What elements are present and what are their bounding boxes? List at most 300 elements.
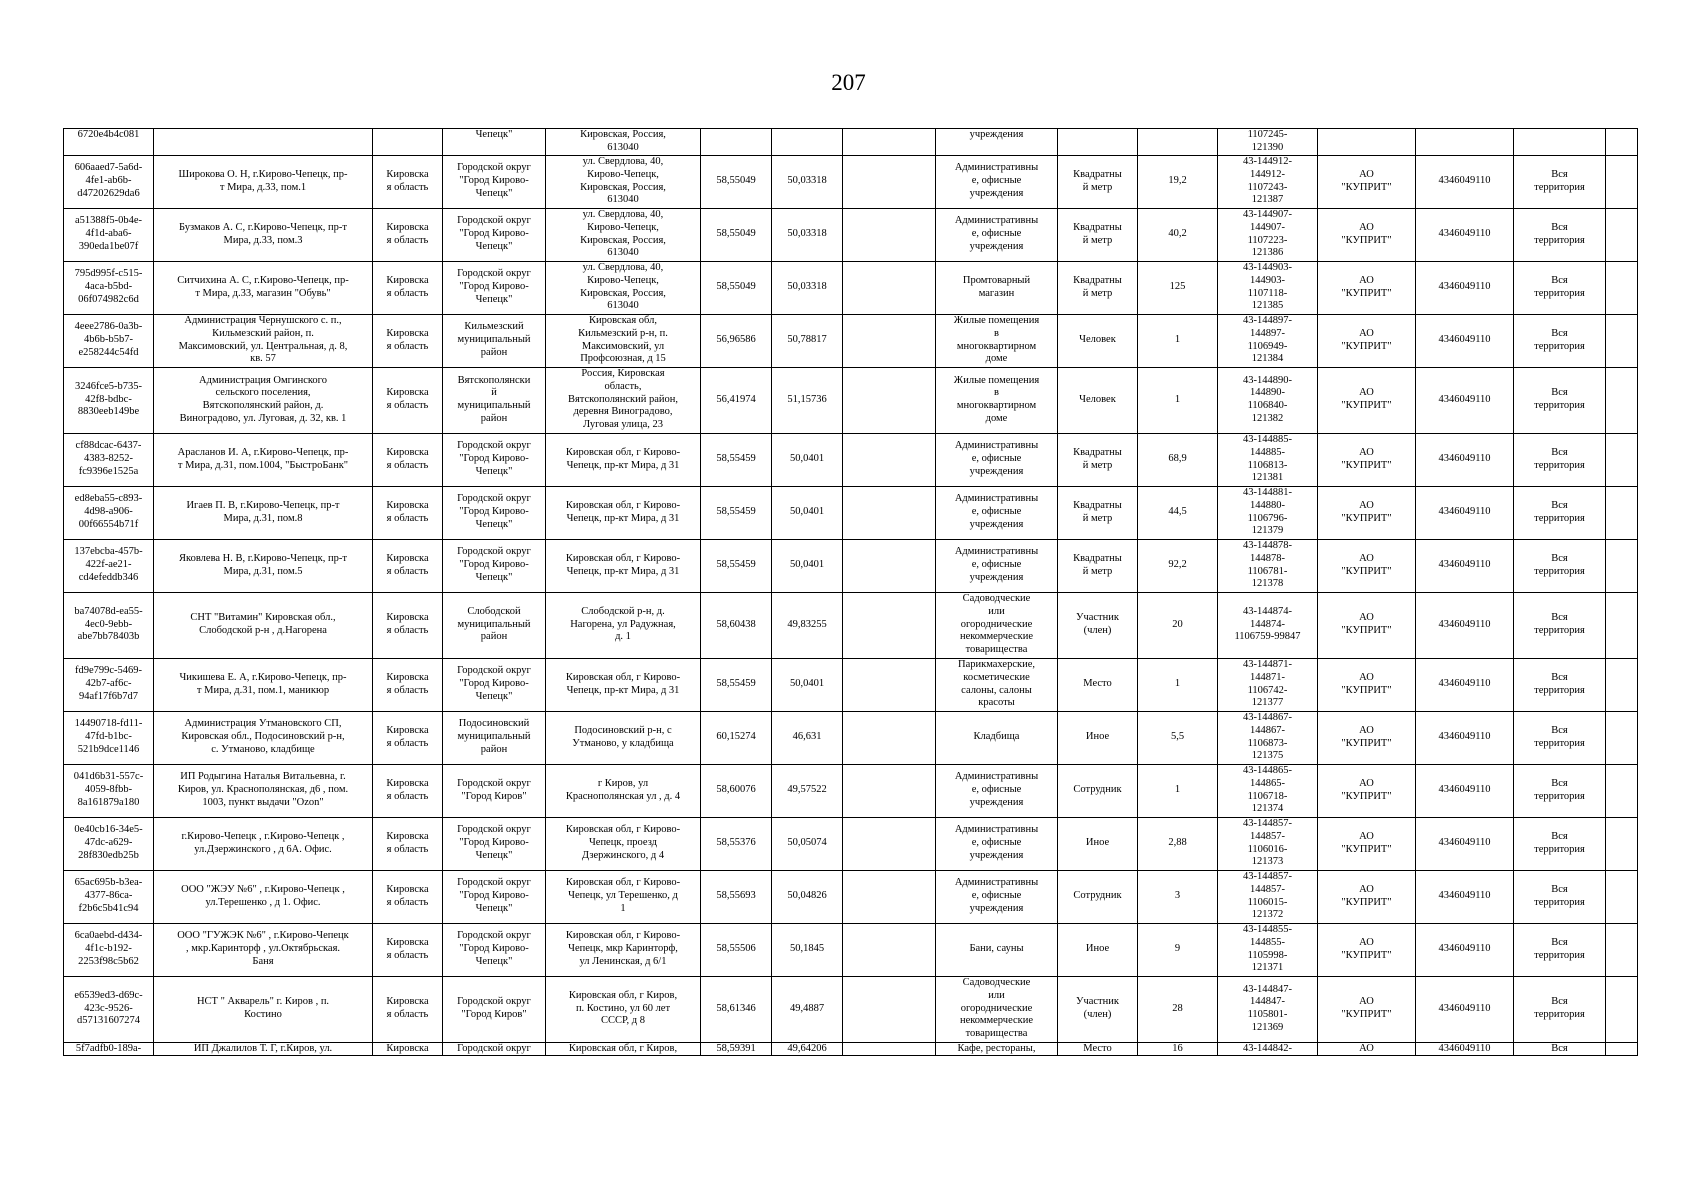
cell-quantity: 9: [1138, 923, 1218, 976]
cell-longitude: 50,03318: [772, 261, 843, 314]
table-row: [64, 1042, 1638, 1056]
cell-latitude: 58,59391: [701, 1042, 772, 1056]
cell-address: Кировская обл, г Кирово- Чепецк, пр-кт Мира, д 31: [546, 433, 701, 486]
cell-registry-number: 43-144897- 144897- 1106949- 121384: [1218, 314, 1318, 367]
cell-unit: Квадратны й метр: [1058, 433, 1138, 486]
cell-empty-column: [843, 870, 936, 923]
cell-latitude: 60,15274: [701, 711, 772, 764]
cell-quantity: 92,2: [1138, 539, 1218, 592]
cell-empty-column: [843, 592, 936, 658]
cell-inn: 4346049110: [1416, 923, 1514, 976]
cell-id: 4eee2786-0a3b- 4b6b-b5b7- e258244c54fd: [64, 314, 154, 367]
cell-longitude: 49,4887: [772, 976, 843, 1042]
cell-territory: Вся территория: [1514, 976, 1606, 1042]
cell-quantity: 1: [1138, 764, 1218, 817]
cell-longitude: 46,631: [772, 711, 843, 764]
cell-registry-number: 43-144847- 144847- 1105801- 121369: [1218, 976, 1318, 1042]
cell-quantity: 44,5: [1138, 486, 1218, 539]
cell-longitude: 49,83255: [772, 592, 843, 658]
cell-latitude: [701, 129, 772, 156]
cell-unit: Иное: [1058, 923, 1138, 976]
cell-empty-column: [843, 314, 936, 367]
cell-spacer: [1606, 261, 1638, 314]
cell-longitude: 50,04826: [772, 870, 843, 923]
cell-municipality: Городской округ "Город Кирово- Чепецк": [443, 817, 546, 870]
cell-inn: 4346049110: [1416, 155, 1514, 208]
cell-name-address: Бузмаков А. С, г.Кирово-Чепецк, пр-т Мира, д.33, пом.3: [154, 208, 373, 261]
cell-longitude: 50,1845: [772, 923, 843, 976]
cell-category: Административны е, офисные учреждения: [936, 155, 1058, 208]
cell-address: Кировская, Россия, 613040: [546, 129, 701, 156]
cell-longitude: 49,64206: [772, 1042, 843, 1056]
cell-municipality: Городской округ "Город Кирово- Чепецк": [443, 486, 546, 539]
cell-latitude: 58,55459: [701, 433, 772, 486]
cell-name-address: ИП Родыгина Наталья Витальевна, г. Киров, ул. Краснополянская, д6 , пом. 1003, пункт выдачи "Ozon": [154, 764, 373, 817]
cell-region: Кировска я область: [373, 870, 443, 923]
cell-latitude: 58,61346: [701, 976, 772, 1042]
cell-quantity: [1138, 129, 1218, 156]
cell-organization: АО "КУПРИТ": [1318, 155, 1416, 208]
cell-name-address: Арасланов И. А, г.Кирово-Чепецк, пр- т Мира, д.31, пом.1004, "БыстроБанк": [154, 433, 373, 486]
cell-quantity: 40,2: [1138, 208, 1218, 261]
cell-address: Кировская обл, г Кирово- Чепецк, пр-кт Мира, д 31: [546, 486, 701, 539]
cell-name-address: НСТ " Акварель" г. Киров , п. Костино: [154, 976, 373, 1042]
table-row: [64, 433, 1638, 486]
cell-municipality: Городской округ "Город Кирово- Чепецк": [443, 658, 546, 711]
cell-category: Кафе, рестораны,: [936, 1042, 1058, 1056]
cell-organization: АО "КУПРИТ": [1318, 711, 1416, 764]
cell-id: 795d995f-c515- 4aca-b5bd- 06f074982c6d: [64, 261, 154, 314]
cell-address: Подосиновский р-н, с Утманово, у кладбища: [546, 711, 701, 764]
cell-unit: Место: [1058, 658, 1138, 711]
cell-name-address: ООО "ГУЖЭК №6" , г.Кирово-Чепецк , мкр.Каринторф , ул.Октябрьская. Баня: [154, 923, 373, 976]
cell-id: 137ebcba-457b- 422f-ae21- cd4efeddb346: [64, 539, 154, 592]
table-row: [64, 764, 1638, 817]
cell-id: a51388f5-0b4e- 4f1d-aba6- 390eda1be07f: [64, 208, 154, 261]
cell-registry-number: 43-144874- 144874- 1106759-99847: [1218, 592, 1318, 658]
cell-spacer: [1606, 486, 1638, 539]
cell-municipality: Слободской муниципальный район: [443, 592, 546, 658]
cell-inn: 4346049110: [1416, 711, 1514, 764]
cell-region: [373, 129, 443, 156]
cell-territory: Вся территория: [1514, 367, 1606, 433]
cell-id: 606aaed7-5a6d- 4fe1-ab6b- d47202629da6: [64, 155, 154, 208]
cell-empty-column: [843, 764, 936, 817]
cell-longitude: 50,03318: [772, 155, 843, 208]
table-row: [64, 314, 1638, 367]
cell-inn: 4346049110: [1416, 658, 1514, 711]
cell-spacer: [1606, 870, 1638, 923]
cell-unit: Человек: [1058, 314, 1138, 367]
cell-inn: 4346049110: [1416, 976, 1514, 1042]
cell-region: Кировска я область: [373, 314, 443, 367]
cell-empty-column: [843, 817, 936, 870]
cell-inn: 4346049110: [1416, 817, 1514, 870]
cell-inn: 4346049110: [1416, 486, 1514, 539]
cell-region: Кировска я область: [373, 486, 443, 539]
cell-organization: АО "КУПРИТ": [1318, 817, 1416, 870]
cell-territory: Вся территория: [1514, 764, 1606, 817]
registry-body: [64, 129, 1638, 1056]
cell-name-address: Широкова О. Н, г.Кирово-Чепецк, пр- т Мира, д.33, пом.1: [154, 155, 373, 208]
cell-registry-number: 43-144878- 144878- 1106781- 121378: [1218, 539, 1318, 592]
cell-municipality: Городской округ "Город Кирово- Чепецк": [443, 433, 546, 486]
cell-region: Кировска я область: [373, 367, 443, 433]
cell-category: Садоводческие или огороднические некоммерческие товарищества: [936, 976, 1058, 1042]
cell-name-address: Администрация Утмановского СП, Кировская обл., Подосиновский р-н, с. Утманово, кладбище: [154, 711, 373, 764]
cell-territory: Вся территория: [1514, 433, 1606, 486]
cell-address: Слободской р-н, д. Нагорена, ул Радужная, д. 1: [546, 592, 701, 658]
cell-region: Кировска я область: [373, 658, 443, 711]
cell-empty-column: [843, 155, 936, 208]
cell-spacer: [1606, 367, 1638, 433]
cell-latitude: 58,60076: [701, 764, 772, 817]
cell-region: Кировска я область: [373, 976, 443, 1042]
cell-category: Промтоварный магазин: [936, 261, 1058, 314]
cell-id: 3246fce5-b735- 42f8-bdbc- 8830eeb149be: [64, 367, 154, 433]
cell-address: Кировская обл, г Киров,: [546, 1042, 701, 1056]
cell-category: Садоводческие или огороднические некоммерческие товарищества: [936, 592, 1058, 658]
cell-empty-column: [843, 433, 936, 486]
cell-registry-number: 43-144907- 144907- 1107223- 121386: [1218, 208, 1318, 261]
cell-territory: Вся территория: [1514, 208, 1606, 261]
cell-region: Кировска я область: [373, 261, 443, 314]
cell-territory: Вся территория: [1514, 817, 1606, 870]
cell-empty-column: [843, 261, 936, 314]
cell-longitude: 50,0401: [772, 433, 843, 486]
cell-territory: Вся территория: [1514, 261, 1606, 314]
cell-unit: Сотрудник: [1058, 764, 1138, 817]
cell-territory: Вся территория: [1514, 658, 1606, 711]
cell-spacer: [1606, 592, 1638, 658]
cell-category: учреждения: [936, 129, 1058, 156]
cell-region: Кировска я область: [373, 539, 443, 592]
table-row: [64, 870, 1638, 923]
cell-inn: 4346049110: [1416, 870, 1514, 923]
cell-inn: 4346049110: [1416, 261, 1514, 314]
cell-id: cf88dcac-6437- 4383-8252- fc9396e1525a: [64, 433, 154, 486]
cell-territory: [1514, 129, 1606, 156]
cell-spacer: [1606, 711, 1638, 764]
cell-unit: Квадратны й метр: [1058, 261, 1138, 314]
table-row: [64, 155, 1638, 208]
cell-address: Кировская обл, г Кирово- Чепецк, ул Терешенко, д 1: [546, 870, 701, 923]
cell-spacer: [1606, 129, 1638, 156]
cell-empty-column: [843, 711, 936, 764]
cell-territory: Вся: [1514, 1042, 1606, 1056]
cell-region: Кировска я область: [373, 433, 443, 486]
cell-empty-column: [843, 923, 936, 976]
cell-quantity: 2,88: [1138, 817, 1218, 870]
cell-address: Кировская обл, Кильмезский р-н, п. Максимовский, ул Профсоюзная, д 15: [546, 314, 701, 367]
cell-registry-number: 43-144871- 144871- 1106742- 121377: [1218, 658, 1318, 711]
cell-name-address: Игаев П. В, г.Кирово-Чепецк, пр-т Мира, д.31, пом.8: [154, 486, 373, 539]
cell-inn: 4346049110: [1416, 764, 1514, 817]
cell-spacer: [1606, 923, 1638, 976]
cell-unit: Человек: [1058, 367, 1138, 433]
cell-organization: АО "КУПРИТ": [1318, 658, 1416, 711]
cell-inn: 4346049110: [1416, 433, 1514, 486]
cell-latitude: 58,55376: [701, 817, 772, 870]
cell-spacer: [1606, 208, 1638, 261]
cell-municipality: Городской округ "Город Кирово- Чепецк": [443, 261, 546, 314]
cell-longitude: [772, 129, 843, 156]
cell-longitude: 51,15736: [772, 367, 843, 433]
cell-municipality: Городской округ "Город Кирово- Чепецк": [443, 208, 546, 261]
cell-longitude: 50,03318: [772, 208, 843, 261]
cell-municipality: Городской округ "Город Кирово- Чепецк": [443, 155, 546, 208]
cell-registry-number: 43-144855- 144855- 1105998- 121371: [1218, 923, 1318, 976]
cell-empty-column: [843, 208, 936, 261]
cell-address: ул. Свердлова, 40, Кирово-Чепецк, Кировская, Россия, 613040: [546, 208, 701, 261]
cell-quantity: 125: [1138, 261, 1218, 314]
table-row: [64, 261, 1638, 314]
cell-latitude: 58,55506: [701, 923, 772, 976]
cell-organization: АО "КУПРИТ": [1318, 433, 1416, 486]
cell-category: Административны е, офисные учреждения: [936, 870, 1058, 923]
cell-id: 65ac695b-b3ea- 4377-86ca- f2b6c5b41c94: [64, 870, 154, 923]
cell-quantity: 16: [1138, 1042, 1218, 1056]
cell-municipality: Городской округ: [443, 1042, 546, 1056]
cell-name-address: ИП Джалилов Т. Г, г.Киров, ул.: [154, 1042, 373, 1056]
cell-organization: АО "КУПРИТ": [1318, 870, 1416, 923]
cell-empty-column: [843, 1042, 936, 1056]
cell-address: ул. Свердлова, 40, Кирово-Чепецк, Кировская, Россия, 613040: [546, 155, 701, 208]
cell-latitude: 58,55049: [701, 155, 772, 208]
cell-organization: АО "КУПРИТ": [1318, 976, 1416, 1042]
cell-category: Кладбища: [936, 711, 1058, 764]
cell-unit: Сотрудник: [1058, 870, 1138, 923]
cell-category: Административны е, офисные учреждения: [936, 208, 1058, 261]
cell-longitude: 50,05074: [772, 817, 843, 870]
cell-address: Кировская обл, г Кирово- Чепецк, проезд Дзержинского, д 4: [546, 817, 701, 870]
cell-region: Кировска: [373, 1042, 443, 1056]
cell-spacer: [1606, 976, 1638, 1042]
cell-spacer: [1606, 817, 1638, 870]
cell-territory: Вся территория: [1514, 870, 1606, 923]
cell-territory: Вся территория: [1514, 592, 1606, 658]
cell-name-address: Чикишева Е. А, г.Кирово-Чепецк, пр- т Мира, д.31, пом.1, маникюр: [154, 658, 373, 711]
cell-id: 041d6b31-557c- 4059-8fbb- 8a161879a180: [64, 764, 154, 817]
cell-latitude: 58,55049: [701, 261, 772, 314]
cell-address: г Киров, ул Краснополянская ул , д. 4: [546, 764, 701, 817]
table-row: [64, 711, 1638, 764]
cell-unit: Участник (член): [1058, 592, 1138, 658]
table-row: [64, 817, 1638, 870]
cell-name-address: Администрация Чернушского с. п., Кильмезский район, п. Максимовский, ул. Центральная, д. 8, кв. 57: [154, 314, 373, 367]
cell-address: Кировская обл, г Кирово- Чепецк, мкр Каринторф, ул Ленинская, д 6/1: [546, 923, 701, 976]
cell-registry-number: 43-144865- 144865- 1106718- 121374: [1218, 764, 1318, 817]
cell-spacer: [1606, 314, 1638, 367]
cell-organization: АО "КУПРИТ": [1318, 764, 1416, 817]
cell-organization: АО "КУПРИТ": [1318, 592, 1416, 658]
table-row: [64, 539, 1638, 592]
cell-organization: АО "КУПРИТ": [1318, 261, 1416, 314]
page-number: 207: [831, 70, 866, 95]
cell-name-address: Администрация Омгинского сельского поселения, Вятскополянский район, д. Виноградово, ул. Луговая, д. 32, кв. 1: [154, 367, 373, 433]
cell-category: Бани, сауны: [936, 923, 1058, 976]
cell-registry-number: 43-144903- 144903- 1107118- 121385: [1218, 261, 1318, 314]
cell-quantity: 68,9: [1138, 433, 1218, 486]
cell-spacer: [1606, 658, 1638, 711]
cell-territory: Вся территория: [1514, 486, 1606, 539]
cell-longitude: 50,0401: [772, 539, 843, 592]
cell-inn: 4346049110: [1416, 1042, 1514, 1056]
cell-id: fd9e799c-5469- 42b7-af6c- 94af17f6b7d7: [64, 658, 154, 711]
cell-registry-number: 43-144912- 144912- 1107243- 121387: [1218, 155, 1318, 208]
cell-territory: Вся территория: [1514, 539, 1606, 592]
cell-longitude: 50,0401: [772, 486, 843, 539]
cell-address: Кировская обл, г Кирово- Чепецк, пр-кт Мира, д 31: [546, 658, 701, 711]
cell-address: Кировская обл, г Киров, п. Костино, ул 60 лет СССР, д 8: [546, 976, 701, 1042]
cell-inn: 4346049110: [1416, 208, 1514, 261]
cell-empty-column: [843, 658, 936, 711]
cell-region: Кировска я область: [373, 923, 443, 976]
cell-latitude: 58,55459: [701, 539, 772, 592]
cell-latitude: 58,55049: [701, 208, 772, 261]
cell-inn: 4346049110: [1416, 314, 1514, 367]
cell-id: ed8eba55-c893- 4d98-a906- 00f66554b71f: [64, 486, 154, 539]
cell-quantity: 3: [1138, 870, 1218, 923]
cell-category: Административны е, офисные учреждения: [936, 433, 1058, 486]
cell-category: Административны е, офисные учреждения: [936, 817, 1058, 870]
cell-unit: Квадратны й метр: [1058, 539, 1138, 592]
cell-quantity: 1: [1138, 314, 1218, 367]
cell-municipality: Городской округ "Город Кирово- Чепецк": [443, 923, 546, 976]
cell-registry-number: 43-144881- 144880- 1106796- 121379: [1218, 486, 1318, 539]
cell-organization: АО: [1318, 1042, 1416, 1056]
cell-municipality: Подосиновский муниципальный район: [443, 711, 546, 764]
cell-longitude: 49,57522: [772, 764, 843, 817]
cell-municipality: Городской округ "Город Киров": [443, 976, 546, 1042]
cell-address: ул. Свердлова, 40, Кирово-Чепецк, Кировская, Россия, 613040: [546, 261, 701, 314]
cell-spacer: [1606, 539, 1638, 592]
cell-unit: Квадратны й метр: [1058, 486, 1138, 539]
cell-latitude: 58,55459: [701, 658, 772, 711]
cell-inn: [1416, 129, 1514, 156]
cell-organization: АО "КУПРИТ": [1318, 539, 1416, 592]
cell-quantity: 1: [1138, 658, 1218, 711]
cell-unit: [1058, 129, 1138, 156]
cell-unit: Квадратны й метр: [1058, 155, 1138, 208]
cell-registry-number: 43-144890- 144890- 1106840- 121382: [1218, 367, 1318, 433]
cell-category: Парикмахерские, косметические салоны, салоны красоты: [936, 658, 1058, 711]
cell-quantity: 5,5: [1138, 711, 1218, 764]
cell-registry-number: 43-144867- 144867- 1106873- 121375: [1218, 711, 1318, 764]
cell-category: Жилые помещения в многоквартирном доме: [936, 314, 1058, 367]
cell-municipality: Городской округ "Город Кирово- Чепецк": [443, 539, 546, 592]
cell-unit: Иное: [1058, 817, 1138, 870]
cell-organization: [1318, 129, 1416, 156]
cell-address: Россия, Кировская область, Вятскополянский район, деревня Виноградово, Луговая улица, 23: [546, 367, 701, 433]
cell-id: 5f7adfb0-189a-: [64, 1042, 154, 1056]
cell-latitude: 58,55693: [701, 870, 772, 923]
table-row: [64, 592, 1638, 658]
cell-territory: Вся территория: [1514, 923, 1606, 976]
cell-territory: Вся территория: [1514, 711, 1606, 764]
cell-region: Кировска я область: [373, 592, 443, 658]
cell-longitude: 50,0401: [772, 658, 843, 711]
cell-unit: Квадратны й метр: [1058, 208, 1138, 261]
cell-quantity: 1: [1138, 367, 1218, 433]
cell-id: e6539ed3-d69c- 423c-9526- d57131607274: [64, 976, 154, 1042]
cell-category: Административны е, офисные учреждения: [936, 539, 1058, 592]
cell-municipality: Чепецк": [443, 129, 546, 156]
table-row: [64, 367, 1638, 433]
cell-organization: АО "КУПРИТ": [1318, 314, 1416, 367]
cell-inn: 4346049110: [1416, 539, 1514, 592]
cell-inn: 4346049110: [1416, 367, 1514, 433]
cell-quantity: 28: [1138, 976, 1218, 1042]
cell-name-address: Яковлева Н. В, г.Кирово-Чепецк, пр-т Мира, д.31, пом.5: [154, 539, 373, 592]
registry-table: [63, 128, 1638, 1056]
cell-region: Кировска я область: [373, 711, 443, 764]
table-row: [64, 658, 1638, 711]
cell-empty-column: [843, 129, 936, 156]
cell-municipality: Кильмезский муниципальный район: [443, 314, 546, 367]
cell-category: Административны е, офисные учреждения: [936, 764, 1058, 817]
cell-category: Административны е, офисные учреждения: [936, 486, 1058, 539]
cell-latitude: 58,60438: [701, 592, 772, 658]
cell-registry-number: 1107245- 121390: [1218, 129, 1318, 156]
cell-id: 6720e4b4c081: [64, 129, 154, 156]
table-row: [64, 976, 1638, 1042]
cell-municipality: Городской округ "Город Кирово- Чепецк": [443, 870, 546, 923]
cell-municipality: Вятскополянски й муниципальный район: [443, 367, 546, 433]
cell-unit: Иное: [1058, 711, 1138, 764]
cell-organization: АО "КУПРИТ": [1318, 367, 1416, 433]
table-row: [64, 486, 1638, 539]
cell-empty-column: [843, 539, 936, 592]
cell-organization: АО "КУПРИТ": [1318, 923, 1416, 976]
cell-id: 0e40cb16-34e5- 47dc-a629- 28f830edb25b: [64, 817, 154, 870]
cell-organization: АО "КУПРИТ": [1318, 208, 1416, 261]
cell-region: Кировска я область: [373, 817, 443, 870]
cell-spacer: [1606, 764, 1638, 817]
cell-unit: Место: [1058, 1042, 1138, 1056]
cell-region: Кировска я область: [373, 764, 443, 817]
table-row: [64, 208, 1638, 261]
cell-latitude: 56,41974: [701, 367, 772, 433]
cell-id: ba74078d-ea55- 4ec0-9ebb- abe7bb78403b: [64, 592, 154, 658]
cell-empty-column: [843, 367, 936, 433]
cell-spacer: [1606, 155, 1638, 208]
cell-name-address: ООО "ЖЭУ №6" , г.Кирово-Чепецк , ул.Терешенко , д 1. Офис.: [154, 870, 373, 923]
cell-territory: Вся территория: [1514, 314, 1606, 367]
cell-category: Жилые помещения в многоквартирном доме: [936, 367, 1058, 433]
cell-registry-number: 43-144842-: [1218, 1042, 1318, 1056]
cell-inn: 4346049110: [1416, 592, 1514, 658]
cell-region: Кировска я область: [373, 208, 443, 261]
cell-name-address: [154, 129, 373, 156]
cell-organization: АО "КУПРИТ": [1318, 486, 1416, 539]
cell-empty-column: [843, 486, 936, 539]
cell-name-address: г.Кирово-Чепецк , г.Кирово-Чепецк , ул.Дзержинского , д 6А. Офис.: [154, 817, 373, 870]
cell-territory: Вся территория: [1514, 155, 1606, 208]
cell-quantity: 19,2: [1138, 155, 1218, 208]
cell-region: Кировска я область: [373, 155, 443, 208]
table-row: [64, 923, 1638, 976]
cell-address: Кировская обл, г Кирово- Чепецк, пр-кт Мира, д 31: [546, 539, 701, 592]
cell-municipality: Городской округ "Город Киров": [443, 764, 546, 817]
cell-empty-column: [843, 976, 936, 1042]
cell-id: 6ca0aebd-d434- 4f1c-b192- 2253f98c5b62: [64, 923, 154, 976]
cell-registry-number: 43-144885- 144885- 1106813- 121381: [1218, 433, 1318, 486]
cell-spacer: [1606, 1042, 1638, 1056]
cell-spacer: [1606, 433, 1638, 486]
cell-unit: Участник (член): [1058, 976, 1138, 1042]
cell-latitude: 56,96586: [701, 314, 772, 367]
